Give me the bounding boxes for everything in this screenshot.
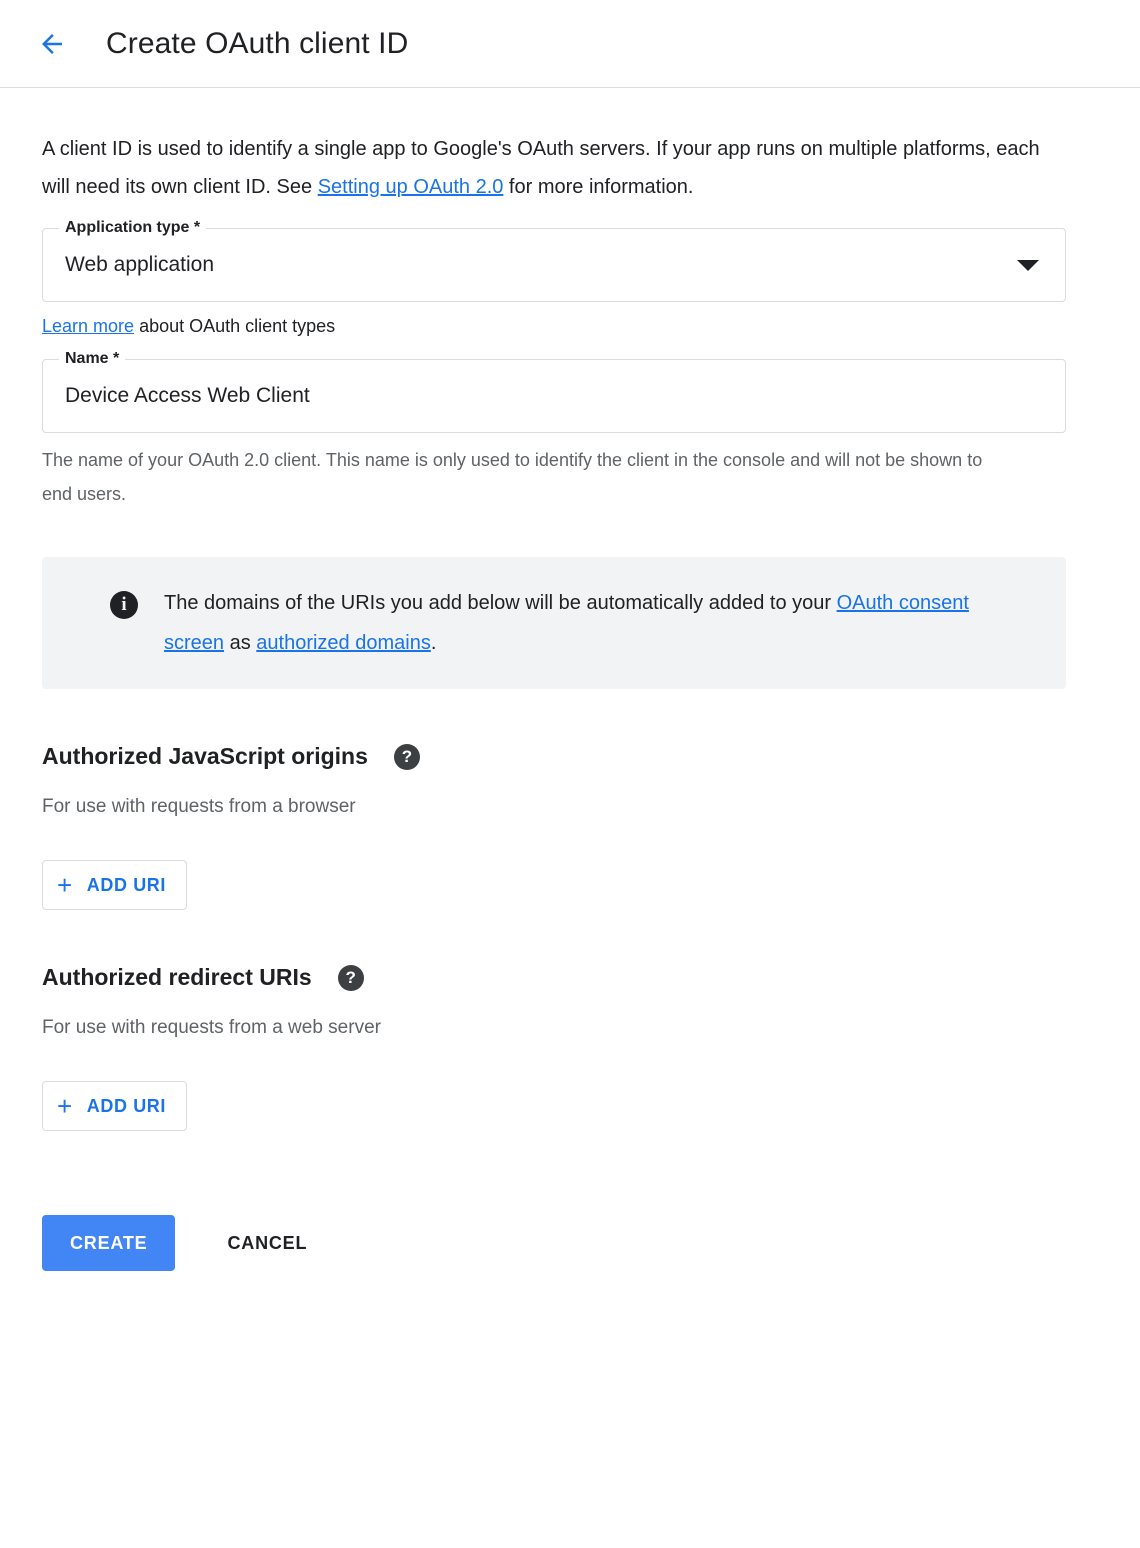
authorized-domains-link[interactable]: authorized domains [256, 632, 431, 654]
application-type-value: Web application [65, 253, 215, 276]
javascript-origins-title-row [42, 743, 1098, 770]
redirect-uris-title-row [42, 964, 1098, 991]
application-type-select[interactable] [42, 219, 1066, 302]
info-banner-text [164, 583, 994, 663]
plus-icon: + [57, 870, 73, 900]
learn-more-link[interactable]: Learn more [42, 316, 135, 336]
back-arrow-icon[interactable] [30, 22, 74, 66]
add-uri-label: ADD URI [86, 874, 166, 895]
redirect-uris-section [42, 964, 1098, 1131]
cancel-button[interactable]: CANCEL [203, 1215, 331, 1271]
javascript-origins-subtitle: For use with requests from a browser [42, 796, 356, 817]
application-type-helper [42, 316, 1098, 337]
info-icon: i [110, 591, 138, 619]
intro-paragraph [42, 130, 1072, 206]
setting-up-oauth-link[interactable]: Setting up OAuth 2.0 [317, 176, 504, 198]
javascript-origins-title: Authorized JavaScript origins [42, 743, 368, 769]
help-icon[interactable]: ? [338, 965, 364, 991]
oauth-consent-screen-link[interactable]: OAuth consent screen [164, 592, 969, 654]
name-field-label: Name * [59, 349, 125, 369]
page-title: Create OAuth client ID [106, 26, 409, 60]
name-field-value[interactable]: Device Access Web Client [65, 384, 310, 407]
javascript-origins-section [42, 743, 1098, 910]
help-icon[interactable]: ? [394, 744, 420, 770]
add-uri-label: ADD URI [86, 1095, 166, 1116]
page-header [0, 0, 1140, 88]
name-field-helper: The name of your OAuth 2.0 client. This name is only used to identify the client in the console and will not be shown to end users. [42, 450, 983, 504]
redirect-uris-title: Authorized redirect URIs [42, 964, 312, 990]
info-text-part1: The domains of the URIs you add below will be automatically added to your [164, 592, 837, 614]
info-text-part3: . [430, 632, 437, 654]
chevron-down-icon[interactable] [1017, 260, 1039, 271]
intro-text-part2: for more information. [503, 176, 694, 198]
main-content [0, 88, 1140, 1331]
application-type-label: Application type * [59, 218, 206, 238]
learn-more-text: about OAuth client types [134, 316, 336, 336]
add-redirect-uri-button[interactable] [42, 1081, 187, 1131]
add-javascript-origin-uri-button[interactable] [42, 860, 187, 910]
plus-icon: + [57, 1091, 73, 1121]
form-actions [42, 1215, 1098, 1331]
name-field[interactable] [42, 350, 1066, 433]
info-text-part2: as [224, 632, 257, 654]
create-button[interactable]: CREATE [42, 1215, 175, 1271]
redirect-uris-subtitle: For use with requests from a web server [42, 1017, 381, 1038]
intro-text-part1: A client ID is used to identify a single app to Google's OAuth servers. If your app runs on multiple platforms, each will need its own client ID. See [42, 138, 1040, 198]
info-banner [42, 557, 1066, 689]
